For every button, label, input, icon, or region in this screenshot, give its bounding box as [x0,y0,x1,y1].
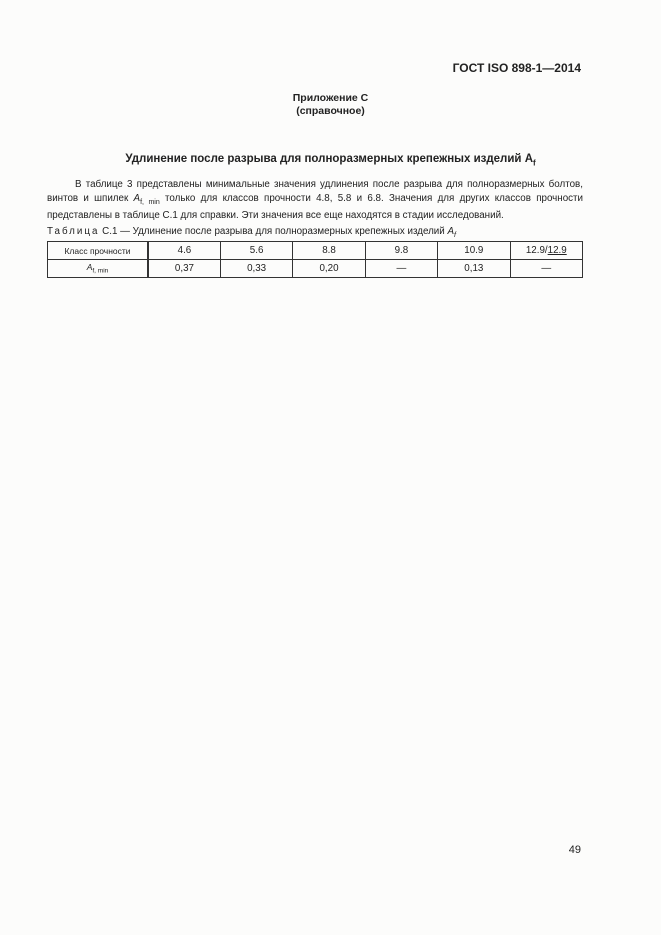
row-header-strength-class: Класс прочности [48,242,149,260]
class-cell: 10.9 [438,242,510,260]
class-cell: 9.8 [365,242,437,260]
row-header-elongation: $A_{f, min}$ [48,260,149,278]
paragraph-symbol: A [133,192,141,204]
table-caption [47,226,456,239]
document-code: ГОСТ ISO 898-1—2014 [452,61,581,75]
value-cell: 0,20 [293,260,365,278]
table-caption-symbol: $A_f$ [447,226,456,239]
annex-subtitle: (справочное) [296,105,365,117]
table-row-strength-class [48,242,583,260]
section-title [0,153,661,167]
value-cell: 0,37 [148,260,220,278]
annex-title: Приложение С [292,92,369,104]
value-cell: — [365,260,437,278]
table-caption-label: Таблица [47,226,100,237]
annex-heading [0,92,661,118]
page-number: 49 [568,844,581,856]
class-cell: 4.6 [148,242,220,260]
table-row-elongation [48,260,583,278]
value-cell: 0,13 [438,260,510,278]
class-cell: 8.8 [293,242,365,260]
section-title-text: Удлинение после разрыва для полноразмерных крепежных изделий A [125,153,534,165]
body-paragraph [47,178,583,222]
class-cell: 5.6 [220,242,292,260]
class-cell-last: 12.9/12.9 [510,242,582,260]
value-cell: — [510,260,582,278]
elongation-table [47,241,583,278]
paragraph-symbol-subscript: f, min [140,198,160,206]
paragraph-part-1: В таблице 3 представлены минимальные значения удлинения после разрыва для полноразмерных болтов, винтов и шпилек [47,179,583,204]
value-cell: 0,33 [220,260,292,278]
section-title-subscript: f [533,158,536,168]
paragraph-part-2: только для классов прочности 4.8, 5.8 и 6.8. Значения для других классов прочности представлены в таблице С.1 для справки. Эти значения все еще находятся в стадии исследований. [47,192,583,221]
class-underlined: 12.9 [547,245,567,256]
table-caption-text: С.1 — Удлинение после разрыва для полноразмерных крепежных изделий [99,226,448,237]
